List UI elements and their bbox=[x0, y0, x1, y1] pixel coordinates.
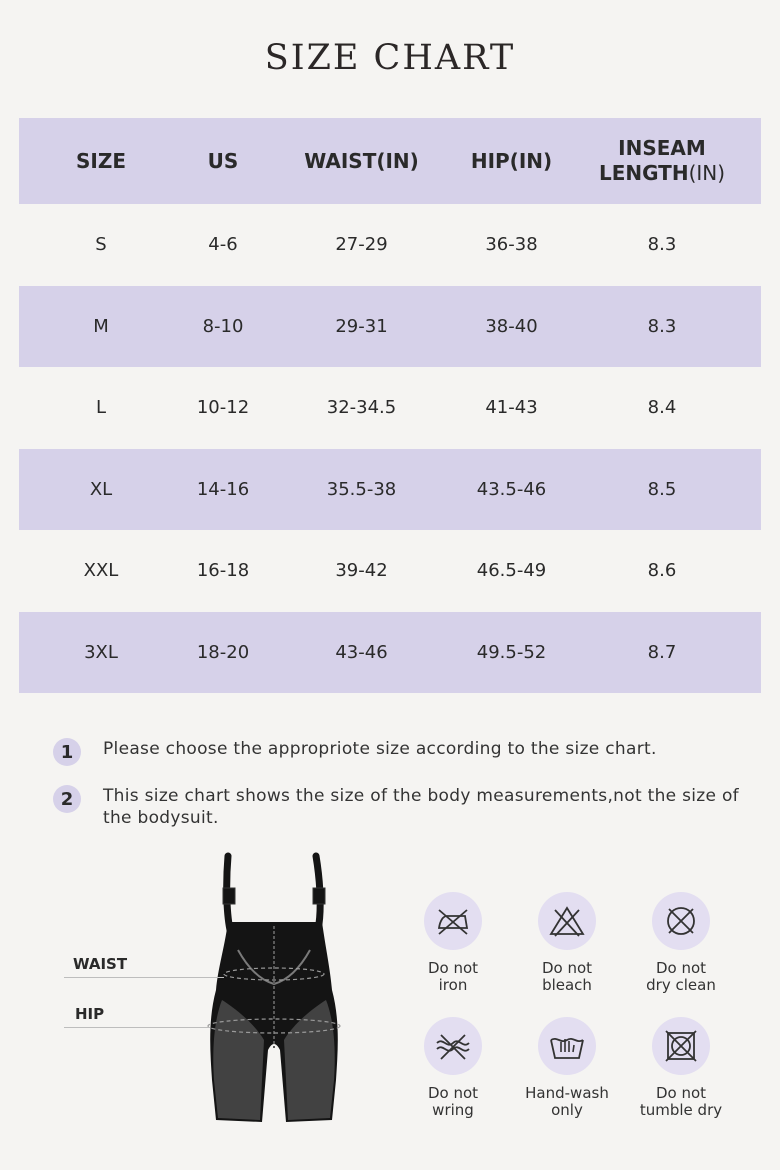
cell-hip: 38-40 bbox=[485, 315, 538, 337]
table-row bbox=[19, 286, 761, 368]
do-not-tumble-dry-icon bbox=[652, 1017, 710, 1075]
cell-waist: 43-46 bbox=[335, 641, 388, 663]
care-label bbox=[507, 1085, 627, 1119]
cell-hip: 43.5-46 bbox=[476, 478, 547, 500]
waist-guide-line bbox=[64, 977, 224, 978]
cell-waist: 39-42 bbox=[335, 560, 388, 582]
cell-inseam: 8.7 bbox=[647, 641, 677, 663]
cell-inseam: 8.3 bbox=[647, 315, 677, 337]
care-label bbox=[621, 960, 741, 994]
cell-size: S bbox=[95, 234, 107, 256]
do-not-dry-clean-icon bbox=[652, 892, 710, 950]
cell-us: 14-16 bbox=[196, 478, 250, 500]
hip-label: HIP bbox=[75, 1005, 105, 1023]
cell-inseam: 8.5 bbox=[647, 478, 677, 500]
care-item bbox=[507, 1017, 627, 1119]
cell-inseam: 8.3 bbox=[647, 234, 677, 256]
cell-waist: 32-34.5 bbox=[326, 397, 397, 419]
care-label-line2: bleach bbox=[542, 976, 592, 994]
care-label-line1: Do not bbox=[655, 959, 707, 977]
table-row bbox=[19, 367, 761, 449]
header-hip: HIP(IN) bbox=[470, 148, 553, 173]
care-label-line1: Do not bbox=[541, 959, 593, 977]
header-size: SIZE bbox=[75, 148, 126, 173]
cell-us: 10-12 bbox=[196, 397, 250, 419]
cell-inseam: 8.6 bbox=[647, 560, 677, 582]
cell-size: M bbox=[93, 315, 109, 337]
note-1 bbox=[53, 738, 753, 766]
cell-us: 8-10 bbox=[202, 315, 244, 337]
care-label-line2: tumble dry bbox=[639, 1101, 723, 1119]
note-number-badge: 2 bbox=[53, 785, 81, 813]
care-label-line1: Do not bbox=[655, 1084, 707, 1102]
table-row bbox=[19, 530, 761, 612]
bodysuit-illustration bbox=[60, 850, 360, 1130]
note-text: This size chart shows the size of the body measurements,not the size of the bodysuit. bbox=[103, 786, 739, 828]
cell-hip: 36-38 bbox=[485, 234, 538, 256]
header-inseam-line2 bbox=[563, 161, 761, 186]
care-label bbox=[507, 960, 627, 994]
cell-hip: 49.5-52 bbox=[476, 641, 547, 663]
care-label bbox=[393, 1085, 513, 1119]
cell-inseam: 8.4 bbox=[647, 397, 677, 419]
cell-hip: 41-43 bbox=[485, 397, 538, 419]
care-label bbox=[393, 960, 513, 994]
note-text: Please choose the appropriote size according to the size chart. bbox=[103, 739, 657, 759]
size-table bbox=[19, 118, 761, 693]
header-inseam bbox=[563, 136, 761, 186]
care-item bbox=[621, 1017, 741, 1119]
table-row bbox=[19, 612, 761, 694]
cell-waist: 35.5-38 bbox=[326, 478, 397, 500]
cell-us: 16-18 bbox=[196, 560, 250, 582]
header-waist: WAIST(IN) bbox=[304, 148, 419, 173]
note-number-badge: 1 bbox=[53, 738, 81, 766]
waist-label: WAIST bbox=[73, 955, 128, 973]
bodysuit-figure bbox=[60, 850, 360, 1130]
care-item bbox=[507, 892, 627, 994]
care-label-line2: iron bbox=[438, 976, 468, 994]
header-inseam-line1: INSEAM bbox=[618, 136, 706, 160]
header-us: US bbox=[207, 148, 239, 173]
do-not-wring-icon bbox=[424, 1017, 482, 1075]
cell-size: 3XL bbox=[84, 641, 118, 663]
cell-size: XL bbox=[89, 478, 113, 500]
care-label-line1: Do not bbox=[427, 1084, 479, 1102]
cell-us: 18-20 bbox=[196, 641, 250, 663]
care-item bbox=[393, 1017, 513, 1119]
care-item bbox=[393, 892, 513, 994]
cell-size: XXL bbox=[83, 560, 119, 582]
do-not-iron-icon bbox=[424, 892, 482, 950]
cell-waist: 27-29 bbox=[335, 234, 388, 256]
do-not-bleach-icon bbox=[538, 892, 596, 950]
cell-hip: 46.5-49 bbox=[476, 560, 547, 582]
header-inseam-unit: (IN) bbox=[688, 161, 726, 185]
care-label-line2: only bbox=[551, 1101, 583, 1119]
care-label bbox=[621, 1085, 741, 1119]
hip-guide-line bbox=[64, 1027, 210, 1028]
table-header-row bbox=[19, 118, 761, 204]
page-title: SIZE CHART bbox=[264, 38, 516, 78]
care-label-line2: dry clean bbox=[646, 976, 716, 994]
care-label-line1: Do not bbox=[427, 959, 479, 977]
header-inseam-length: LENGTH bbox=[598, 161, 689, 185]
table-row bbox=[19, 204, 761, 286]
care-label-line1: Hand-wash bbox=[525, 1084, 609, 1102]
hand-wash-icon bbox=[538, 1017, 596, 1075]
cell-size: L bbox=[95, 397, 107, 419]
table-row bbox=[19, 449, 761, 531]
cell-waist: 29-31 bbox=[335, 315, 388, 337]
care-label-line2: wring bbox=[432, 1101, 474, 1119]
note-2 bbox=[53, 785, 753, 829]
cell-us: 4-6 bbox=[208, 234, 238, 256]
care-item bbox=[621, 892, 741, 994]
